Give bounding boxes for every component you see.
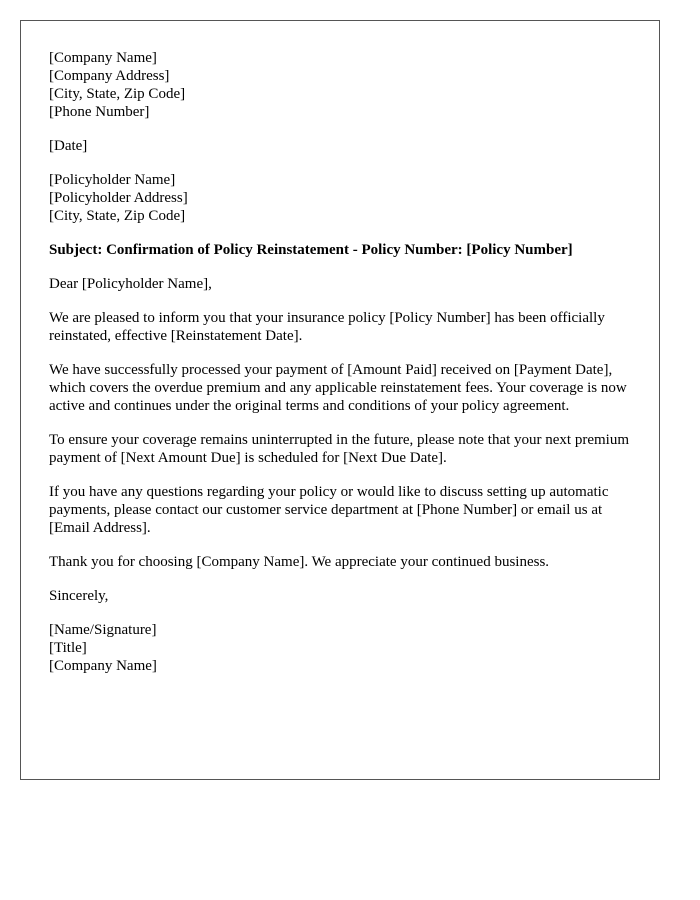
closing: Sincerely, xyxy=(49,588,109,604)
body-paragraph-3: To ensure your coverage remains uninterrupted in the future, please note that your next premium payment of [Next Amount Due] is scheduled for [Next Due Date]. xyxy=(49,432,630,466)
body-paragraph-5: Thank you for choosing [Company Name]. We appreciate your continued business. xyxy=(49,554,550,570)
signature-name: [Name/Signature] xyxy=(49,622,157,638)
body-paragraph-4: If you have any questions regarding your policy or would like to discuss setting up automatic payments, please contact our customer service department at [Phone Number] or email us at [Email Address]. xyxy=(49,484,609,536)
sender-city-state-zip: [City, State, Zip Code] xyxy=(49,86,186,102)
signature-title: [Title] xyxy=(49,640,87,656)
signature-company: [Company Name] xyxy=(49,658,157,674)
sender-phone: [Phone Number] xyxy=(49,104,150,120)
sender-company-name: [Company Name] xyxy=(49,50,157,66)
body-paragraph-1: We are pleased to inform you that your insurance policy [Policy Number] has been officially reinstated, effective [Reinstatement Date]. xyxy=(49,310,605,344)
recipient-block xyxy=(49,171,631,225)
salutation: Dear [Policyholder Name], xyxy=(49,276,212,292)
recipient-address: [Policyholder Address] xyxy=(49,190,188,206)
letter-date: [Date] xyxy=(49,138,88,154)
letter-document xyxy=(20,20,660,780)
signature-block xyxy=(49,621,631,675)
recipient-name: [Policyholder Name] xyxy=(49,172,176,188)
body-paragraph-2: We have successfully processed your payment of [Amount Paid] received on [Payment Date], which covers the overdue premium and any applicable reinstatement fees. Your coverage is now active and continues under the original terms and conditions of your policy agreement. xyxy=(49,362,627,414)
subject-line: Subject: Confirmation of Policy Reinstatement - Policy Number: [Policy Number] xyxy=(49,242,573,258)
recipient-city-state-zip: [City, State, Zip Code] xyxy=(49,208,186,224)
sender-company-address: [Company Address] xyxy=(49,68,170,84)
sender-block xyxy=(49,49,631,121)
